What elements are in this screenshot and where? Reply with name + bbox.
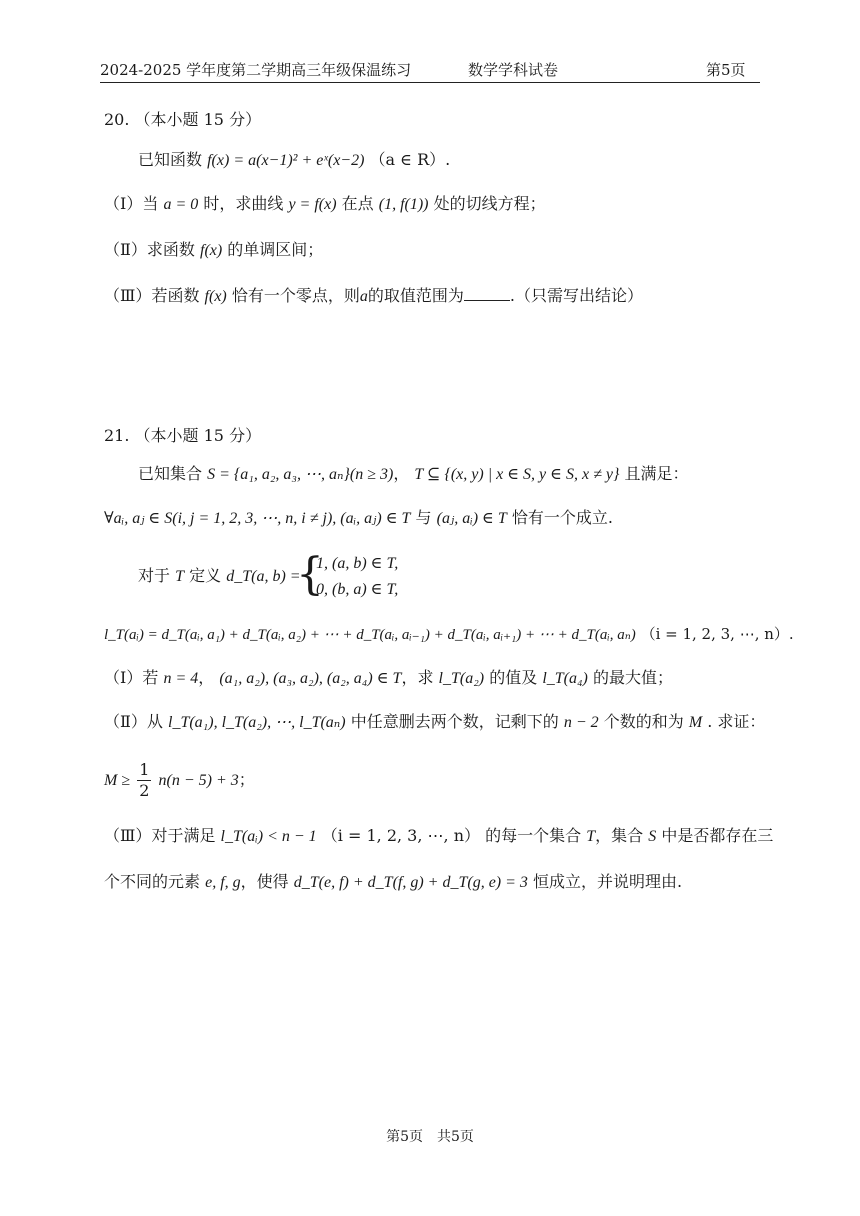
- text: ，求: [401, 668, 434, 687]
- math: l_T(a₁), l_T(a₂), ⋯, l_T(aₙ): [168, 714, 346, 731]
- text: 求函数: [146, 240, 195, 259]
- part-label: （Ⅱ）: [104, 712, 147, 731]
- math: a: [359, 288, 368, 305]
- text: 的最大值；: [592, 668, 673, 687]
- text: ，使得: [240, 872, 289, 891]
- math: n(n − 5) + 3: [158, 772, 239, 789]
- text: 的单调区间；: [227, 240, 324, 259]
- text: 的取值范围为: [367, 286, 464, 305]
- text: 若: [142, 668, 159, 687]
- text: ，: [198, 668, 215, 687]
- q21-part1: [104, 666, 673, 691]
- text: . 求证：: [707, 712, 766, 731]
- text: 当: [142, 194, 159, 213]
- text: （i = 1, 2, 3, ⋯, n）: [321, 826, 480, 845]
- text: 个数的和为: [603, 712, 684, 731]
- math: a = 0: [163, 196, 199, 213]
- fraction-numerator: 1: [139, 760, 150, 779]
- q21-l-definition: [104, 622, 794, 647]
- q21-line2: [104, 506, 613, 531]
- math: (a₁, a₂), (a₃, a₂), (a₂, a₄) ∈ T: [219, 670, 402, 687]
- q20-part2: [104, 238, 323, 263]
- part-label: （Ⅲ）: [104, 286, 152, 305]
- part-label: （Ⅲ）: [104, 826, 152, 845]
- math: l_T(aᵢ) = d_T(aᵢ, a₁) + d_T(aᵢ, a₂) + ⋯ + d_T(aᵢ, aᵢ₋₁) + d_T(aᵢ, aᵢ₊₁) + ⋯ + d_T(aᵢ, aₙ): [104, 627, 636, 643]
- math: f(x): [200, 242, 223, 259]
- text: ，: [393, 464, 410, 483]
- text: 的值及: [489, 668, 538, 687]
- q21-title: 21. （本小题 15 分）: [104, 426, 262, 445]
- fraction-denominator: 2: [139, 781, 150, 800]
- text: 恰有一个零点，则: [231, 286, 360, 305]
- math: (aⱼ, aᵢ) ∈ T: [436, 510, 507, 527]
- part-label: （Ⅰ）: [104, 668, 143, 687]
- math: M ≥: [104, 772, 131, 789]
- text: 从: [146, 712, 163, 731]
- math: l_T(a₂): [438, 670, 485, 687]
- math: T ⊆ {(x, y) | x ∈ S, y ∈ S, x ≠ y}: [414, 466, 620, 483]
- condition: （a ∈ R）.: [369, 150, 451, 169]
- math: d_T(e, f) + d_T(f, g) + d_T(g, e) = 3: [293, 874, 528, 891]
- condition: （i = 1, 2, 3, ⋯, n）.: [640, 625, 794, 643]
- math: (1, f(1)): [378, 196, 429, 213]
- q20-title: 20. （本小题 15 分）: [104, 110, 262, 129]
- header-right: 第5页: [706, 61, 746, 79]
- text: 定义: [189, 566, 222, 585]
- q21-line1: [138, 462, 688, 487]
- math: n = 4: [163, 670, 199, 687]
- text: 若函数: [151, 286, 200, 305]
- text: 中是否都存在三: [661, 826, 774, 845]
- math: n − 2: [563, 714, 599, 731]
- left-brace: {: [296, 549, 324, 600]
- text: 且满足：: [624, 464, 689, 483]
- q20-part1: [104, 192, 546, 217]
- math: T: [175, 568, 185, 585]
- text: 恒成立，并说明理由.: [533, 872, 683, 891]
- q21-part2: [104, 710, 765, 735]
- text: 对于: [138, 566, 171, 585]
- q21-part3-line2: [104, 870, 682, 895]
- math: y = f(x): [288, 196, 337, 213]
- header-left: 2024-2025 学年度第二学期高三年级保温练习: [100, 61, 412, 79]
- text: 时，求曲线: [203, 194, 284, 213]
- formula: f(x) = a(x−1)² + eˣ(x−2): [207, 152, 365, 169]
- part-label: （Ⅰ）: [104, 194, 143, 213]
- text: 处的切线方程；: [433, 194, 546, 213]
- text: 中任意删去两个数，记剩下的: [350, 712, 559, 731]
- math: d_T(a, b) =: [226, 568, 301, 585]
- q21-part2-inequality: [104, 756, 255, 805]
- text: 恰有一个成立.: [511, 508, 613, 527]
- text: 个不同的元素: [104, 872, 201, 891]
- q21-definition: [138, 564, 301, 589]
- math: f(x): [204, 288, 227, 305]
- part-label: （Ⅱ）: [104, 240, 147, 259]
- math: M: [688, 714, 703, 731]
- text: 已知函数: [138, 150, 203, 169]
- text: 与: [415, 508, 432, 527]
- math: S = {a₁, a₂, a₃, ⋯, aₙ}(n ≥ 3): [207, 466, 394, 483]
- fraction: [137, 760, 151, 801]
- text: ，集合: [595, 826, 644, 845]
- q21-part3: [104, 824, 773, 849]
- math: T: [586, 828, 596, 845]
- case-2: 0, (b, a) ∈ T,: [316, 581, 399, 598]
- text: 对于满足: [151, 826, 216, 845]
- math: e, f, g: [205, 874, 241, 891]
- text: 在点: [341, 194, 374, 213]
- math: l_T(a₄): [542, 670, 588, 687]
- math: S: [648, 828, 657, 845]
- header-divider: [100, 82, 760, 83]
- answer-blank: [464, 284, 510, 301]
- math: ∀aᵢ, aⱼ ∈ S(i, j = 1, 2, 3, ⋯, n, i ≠ j), (aᵢ, aⱼ) ∈ T: [104, 510, 411, 527]
- case-1: 1, (a, b) ∈ T,: [316, 555, 399, 572]
- q20-intro: [138, 148, 450, 173]
- text: 的每一个集合: [485, 826, 582, 845]
- text: .（只需写出结论）: [509, 286, 643, 305]
- q20-part3: [104, 284, 643, 309]
- math: l_T(aᵢ) < n − 1: [220, 828, 317, 845]
- page-footer: 第5页 共5页: [386, 1129, 474, 1145]
- text: 已知集合: [138, 464, 203, 483]
- header-center: 数学学科试卷: [468, 61, 559, 79]
- text: ；: [238, 770, 255, 789]
